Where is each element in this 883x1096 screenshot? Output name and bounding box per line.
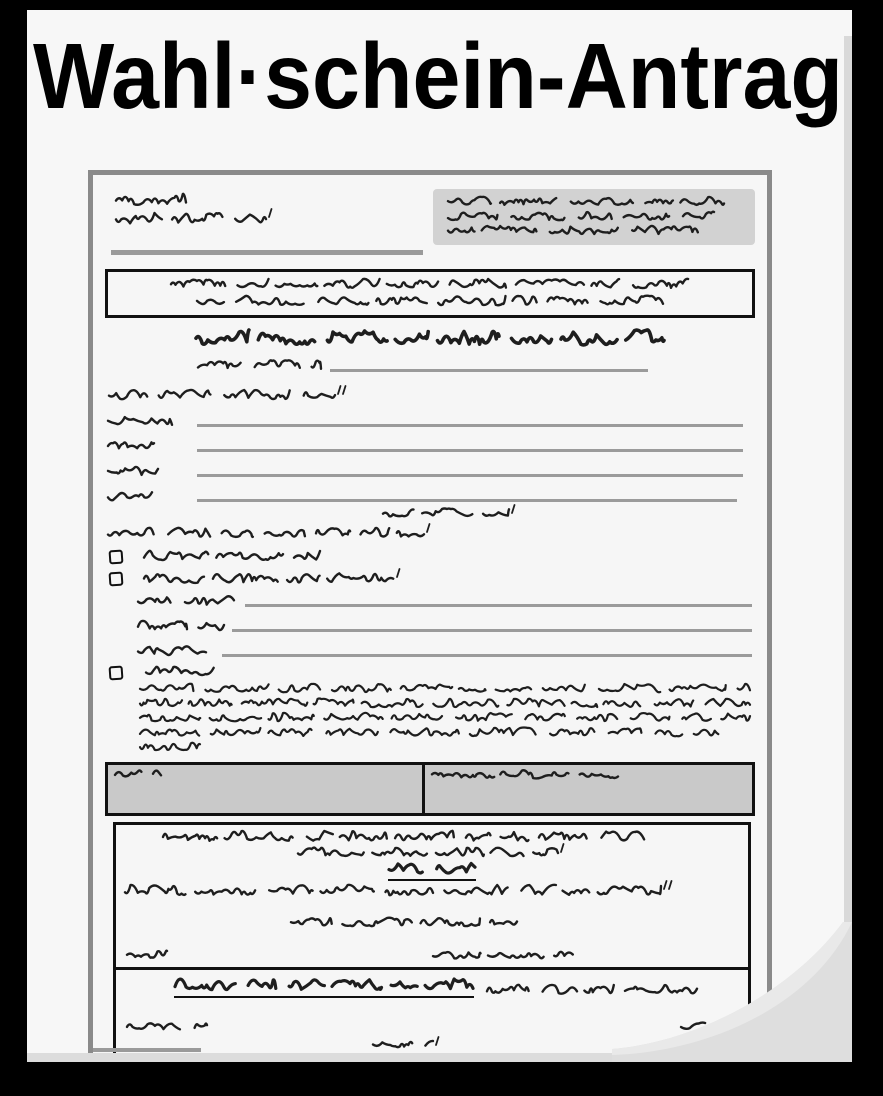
field-row [103, 415, 757, 429]
field-row [103, 645, 757, 659]
stamp-table-cell-right [425, 765, 752, 813]
scribble-text [107, 527, 425, 541]
checkbox-row [109, 666, 757, 680]
field-label [137, 645, 207, 659]
scribble-row [124, 884, 742, 899]
scribble-text [162, 830, 662, 845]
footnote-tick-marks [336, 384, 350, 396]
scribble-wrap [382, 508, 519, 520]
footnote-tick-marks [425, 522, 434, 534]
scribble-text [432, 950, 574, 962]
scribble-wrap [143, 550, 321, 564]
scribble-wrap [124, 884, 676, 899]
page-title-block [31, 26, 847, 135]
page-bottom-edge-shadow [27, 1053, 702, 1062]
scribble-wrap [145, 666, 215, 679]
footnote-tick-marks [559, 842, 568, 854]
scribble-wrap [107, 527, 434, 541]
scribble-wrap [372, 1040, 443, 1052]
scribble-wrap [447, 225, 741, 238]
stamp-table [105, 762, 755, 816]
scribble-text [115, 193, 187, 209]
scribble-wrap [170, 278, 690, 292]
scribble-text [137, 645, 207, 659]
page-curl [612, 922, 852, 1062]
scribble-row [108, 389, 757, 403]
field-label [137, 620, 225, 634]
field-line [330, 369, 648, 373]
scribble-text [143, 550, 321, 564]
pair-left [126, 950, 168, 962]
scribble-text [124, 884, 662, 899]
field-row [103, 620, 757, 634]
paragraph-line [139, 683, 757, 698]
field-line [197, 474, 743, 478]
scribble-wrap [388, 862, 476, 881]
scribble-wrap [297, 847, 568, 860]
footnote-tick-marks [662, 879, 676, 891]
scribble-text [137, 595, 235, 609]
page-right-edge-shadow [844, 36, 852, 936]
footnote-tick-marks [267, 207, 276, 219]
field-line [245, 604, 752, 608]
paragraph-line [139, 712, 757, 727]
scribble-wrap [196, 295, 664, 309]
checkbox [109, 666, 124, 681]
scribble-text [108, 389, 336, 403]
scribble-text [388, 862, 476, 877]
field-row [103, 490, 757, 504]
field-label [107, 490, 153, 504]
centered-scribble-inner [290, 917, 518, 930]
footnote-line [93, 1048, 201, 1052]
pair-right [432, 950, 574, 962]
centered-scribble-inner [297, 847, 568, 860]
checkbox-label [145, 666, 215, 679]
scribble-text [107, 490, 153, 504]
field-line [197, 424, 743, 428]
paragraph-block [139, 683, 757, 756]
scribble-text [107, 440, 155, 454]
scribble-text [447, 211, 715, 224]
page-title-svg [31, 26, 847, 130]
stamp-table-cell-left [108, 765, 425, 813]
field-label [107, 440, 155, 454]
scribble-text [114, 769, 162, 781]
scribble-text [139, 712, 751, 725]
field-label [107, 465, 159, 479]
scribble-wrap [108, 389, 350, 403]
checkbox-label [143, 550, 321, 564]
paragraph-line [139, 741, 757, 756]
scribble-text [372, 1040, 434, 1051]
footnote-tick-marks [434, 1035, 443, 1047]
scribble-wrap [143, 572, 404, 587]
scribble-text [297, 847, 559, 860]
field-line [197, 449, 743, 453]
centered-scribble-inner [162, 830, 662, 845]
centered-scribble-row [122, 830, 742, 845]
scribble-text [137, 620, 225, 634]
scribble-text [139, 727, 735, 740]
field-line [197, 499, 737, 503]
centered-scribble-row [103, 508, 757, 520]
scribble-text [197, 359, 322, 374]
scribble-wrap [115, 212, 276, 228]
footnote-tick-marks [510, 503, 519, 515]
sender-block [115, 189, 276, 228]
field-line [232, 629, 752, 633]
scribble-text [126, 950, 168, 962]
scribble-text [143, 572, 395, 587]
scribble-wrap [447, 211, 741, 224]
underlined-scribble [174, 978, 474, 998]
scribble-text [447, 225, 699, 238]
paper-page [27, 10, 852, 1062]
field-label [137, 595, 235, 609]
centered-scribble-inner [195, 329, 665, 349]
centered-scribble-inner [382, 508, 519, 520]
scribble-wrap [195, 329, 665, 349]
scribble-text [139, 741, 201, 754]
scribble-text [139, 698, 751, 711]
scribble-text [115, 212, 267, 228]
scribble-text [145, 666, 215, 679]
scribble-text [107, 465, 159, 479]
page-title: Wahl·schein-Antrag [33, 26, 843, 128]
scribble-text [447, 196, 725, 209]
scribble-text [196, 295, 664, 309]
underlined-scribble [388, 862, 476, 881]
scribble-text [431, 769, 619, 782]
centered-scribble-row [122, 862, 742, 881]
scribble-text [126, 1022, 208, 1034]
scribble-text [139, 683, 751, 696]
centered-scribble-inner [388, 862, 476, 881]
scribble-row [107, 527, 757, 541]
field-line [222, 654, 752, 658]
scribble-wrap [447, 196, 741, 209]
centered-scribble-row [122, 847, 742, 860]
scribble-text [195, 329, 665, 349]
pair-left [126, 1022, 208, 1034]
checkbox-label [143, 572, 404, 587]
scribble-text [174, 978, 474, 994]
scribble-text [290, 917, 518, 930]
checkbox-row [109, 550, 757, 564]
scribble-wrap [115, 193, 276, 209]
field-row [103, 595, 757, 609]
centered-scribble-inner [372, 1040, 443, 1052]
scribble-text [107, 415, 173, 429]
scribble-wrap [162, 830, 662, 845]
issuer-gray-box [433, 189, 755, 245]
paragraph-line [139, 698, 757, 713]
form-header-row [103, 189, 757, 245]
field-row [103, 359, 757, 374]
footnote-tick-marks [395, 567, 404, 579]
scribble-wrap [290, 917, 518, 930]
paragraph-line [139, 727, 757, 742]
checkbox [109, 550, 124, 565]
gray-rule [111, 250, 423, 255]
scribble-text [382, 508, 510, 520]
scribble-text [170, 278, 690, 292]
field-label [107, 415, 173, 429]
checkbox [109, 572, 124, 587]
centered-scribble-row [103, 329, 757, 349]
notice-box [105, 269, 755, 318]
field-row [103, 440, 757, 454]
checkbox-row [109, 572, 757, 587]
field-label [197, 359, 322, 374]
field-row [103, 465, 757, 479]
